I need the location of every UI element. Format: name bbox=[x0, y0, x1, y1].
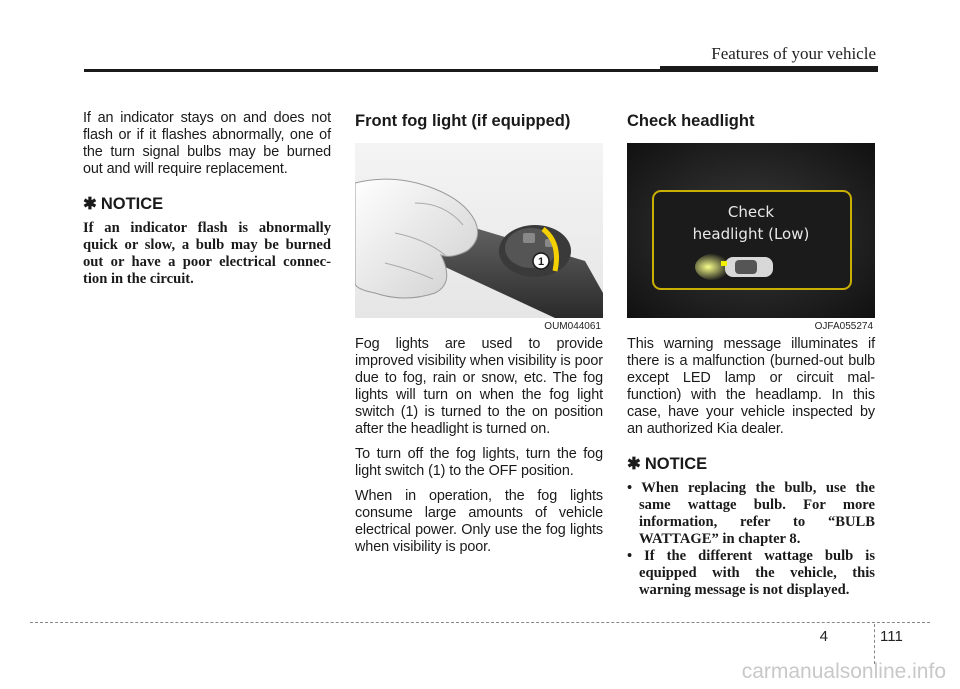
column-2 bbox=[355, 110, 603, 564]
notice-star-icon: ✱ bbox=[627, 455, 641, 473]
header-title: Features of your vehicle bbox=[711, 44, 876, 63]
notice-label: NOTICE bbox=[100, 194, 164, 213]
fog-paragraph-3: When in operation, the fog lights consume large amounts of vehicle electrical power. Only use the fog lights when visibility is poor. bbox=[355, 488, 603, 555]
footer-rule bbox=[30, 622, 930, 623]
notice-star-icon: ✱ bbox=[83, 195, 97, 213]
fog-paragraph-2: To turn off the fog lights, turn the fog light switch (1) to the OFF position. bbox=[355, 446, 603, 479]
notice-label: NOTICE bbox=[644, 454, 708, 473]
notice-heading bbox=[83, 194, 331, 214]
cluster-display-illustration bbox=[627, 143, 875, 318]
headlight-paragraph: This warning message illuminates if there is a malfunction (burned-out bulb except LED lamp or circuit mal-function) with the headlamp. In this case, have your vehicle inspected by an authorized Kia dealer. bbox=[627, 336, 875, 437]
column-1 bbox=[83, 110, 331, 288]
check-headlight-heading: Check headlight bbox=[627, 112, 755, 130]
figure-code: OUM044061 bbox=[544, 321, 601, 332]
notice-text: If an indicator flash is abnormally quick or slow, a bulb may be burned out or have a poor electrical connec-tion in the circuit. bbox=[83, 220, 331, 287]
display-line-1: Check bbox=[727, 203, 775, 221]
notice-heading bbox=[627, 454, 875, 474]
notice-bullet: • If the different wattage bulb is equipped with the vehicle, this warning message is not displayed. bbox=[627, 548, 875, 598]
notice-bullet: • When replacing the bulb, use the same wattage bulb. For more information, refer to “BULB WATTAGE” in chapter 8. bbox=[627, 480, 875, 547]
hand-stalk-illustration bbox=[355, 143, 603, 318]
fog-paragraph-1: Fog lights are used to provide improved visibility when visibility is poor due to fog, rain or snow, etc. The fog lights will turn on when the fog light switch (1) is turned to the on position after the headlight is turned on. bbox=[355, 336, 603, 437]
page-separator bbox=[874, 624, 875, 664]
notice-bullets bbox=[627, 480, 875, 599]
intro-paragraph: If an indicator stays on and does not flash or if it flashes abnormally, one of the turn signal bulbs may be burned out and will require replacement. bbox=[83, 110, 331, 177]
display-line-2: headlight (Low) bbox=[692, 225, 810, 243]
fog-light-figure bbox=[355, 143, 603, 332]
header-rule-accent bbox=[660, 66, 878, 71]
watermark: carmanualsonline.info bbox=[741, 660, 946, 683]
callout-number: 1 bbox=[537, 256, 545, 268]
figure-code: OJFA055274 bbox=[814, 321, 873, 332]
chapter-number: 4 bbox=[819, 628, 828, 645]
fog-light-heading: Front fog light (if equipped) bbox=[355, 112, 571, 130]
check-headlight-figure bbox=[627, 143, 875, 332]
column-3 bbox=[627, 110, 875, 599]
page-index: 111 bbox=[880, 628, 903, 645]
